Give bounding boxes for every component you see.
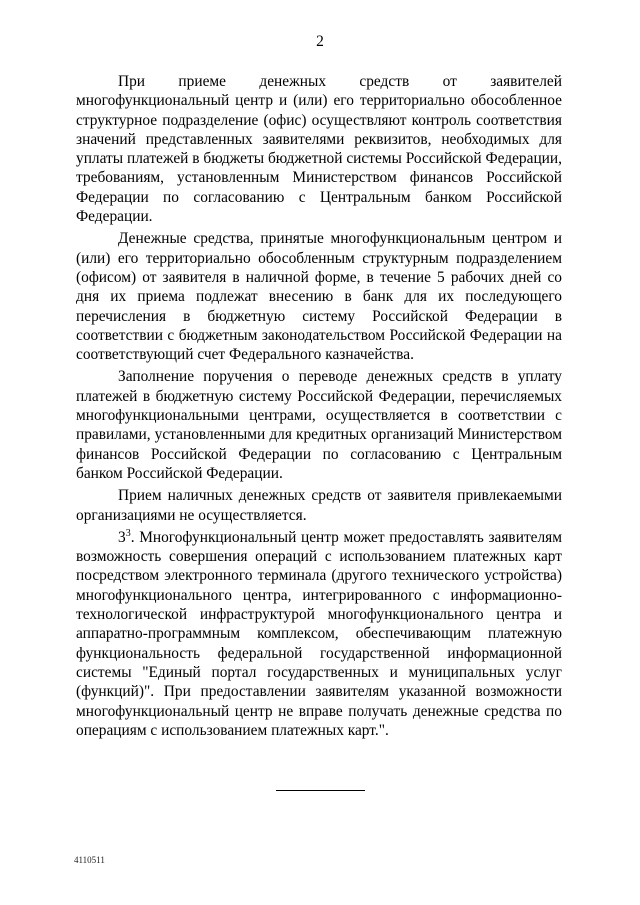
paragraph-cash-prohibition: Прием наличных денежных средств от заявителя привлекаемыми организациями не осуществляется. [76, 487, 562, 524]
paragraph-card-payments [76, 528, 562, 740]
paragraph-cash-transfer: Денежные средства, принятые многофункциональным центром и (или) его территориально обособленным структурным подразделением (офисом) от заявителя в наличной форме, в течение 5 рабочих дней со дня их приема подлежат внесению в банк для их последующего перечисления в бюджетную систему Российской Федерации в соответствии с бюджетным законодательством Российской Федерации на соответствующий счет Федерального казначейства. [76, 230, 562, 364]
document-code: 4110511 [74, 855, 105, 865]
end-divider [276, 790, 365, 791]
paragraph-payment-control: При приеме денежных средств от заявителей многофункциональный центр и (или) его территориально обособленное структурное подразделение (офис) осуществляют контроль соответствия значений представленных заявителями реквизитов, необходимых для уплаты платежей в бюджеты бюджетной системы Российской Федерации, требованиям, установленным Министерством финансов Российской Федерации по согласованию с Центральным банком Российской Федерации. [76, 73, 562, 226]
clause-number: 3 [118, 528, 126, 546]
paragraph-payment-order: Заполнение поручения о переводе денежных средств в уплату платежей в бюджетную систему Российской Федерации, перечисляемых многофункциональными центрами, осуществляется в соответствии с правилами, установленными для кредитных организаций Министерством финансов Российской Федерации по согласованию с Центральным банком Российской Федерации. [76, 368, 562, 482]
clause-superscript: 3 [125, 527, 131, 539]
page-number: 2 [316, 33, 324, 50]
document-body [76, 72, 562, 740]
clause-text: . Многофункциональный центр может предоставлять заявителям возможность совершения операций с использованием платежных карт посредством электронного терминала (другого технического устройства) многофункционального центра, интегрированного с информационно-технологической инфраструктурой многофункционального центра и аппаратно-программным комплексом, обеспечивающим платежную функциональность федеральной государственной информационной системы "Единый портал государственных и муниципальных услуг (функций)". При предоставлении заявителям указанной возможности многофункциональный центр не вправе получать денежные средства по операциям с использованием платежных карт.". [76, 528, 562, 739]
